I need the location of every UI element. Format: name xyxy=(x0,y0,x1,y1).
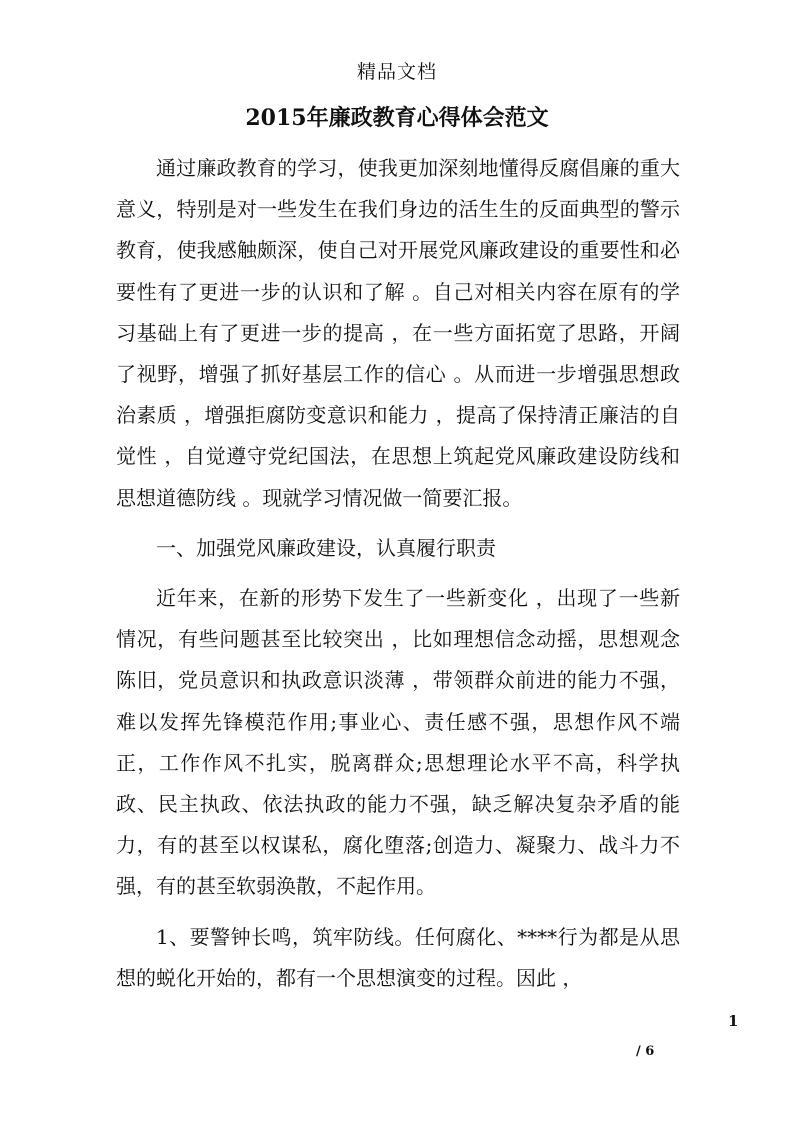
paragraph-section-1: 近年来，在新的形势下发生了一些新变化 ，出现了一些新情况，有些问题甚至比较突出 ，比如理想信念动摇，思想观念陈旧，党员意识和执政意识淡薄 ，带领群众前进的能力不强，难以发挥先锋模范作用;事业心、责任感不强，思想作风不端正，工作作风不扎实，脱离群众;思想理论水平不高，科学执政、民主执政、依法执政的能力不强，缺乏解决复杂矛盾的能力，有的甚至以权谋私，腐化堕落;创造力、凝聚力、战斗力不强，有的甚至软弱涣散，不起作用。 xyxy=(116,586,680,899)
document-body xyxy=(116,148,680,999)
section-heading-1: 一、加强党风廉政建设，认真履行职责 xyxy=(156,535,496,560)
page-number: 1 xyxy=(728,1012,739,1030)
document-title: 2015年廉政教育心得体会范文 xyxy=(245,105,549,131)
page-total: / 6 xyxy=(636,1044,655,1059)
paragraph-point-1: 1、要警钟长鸣，筑牢防线。任何腐化、****行为都是从思想的蜕化开始的，都有一个思想演变的过程。因此 ， xyxy=(116,924,680,990)
document-header: 精品文档 xyxy=(356,61,437,83)
paragraph-intro: 通过廉政教育的学习，使我更加深刻地懂得反腐倡廉的重大意义，特别是对一些发生在我们身边的活生生的反面典型的警示教育，使我感触颇深，使自己对开展党风廉政建设的重要性和必要性有了更进一步的认识和了解 。自己对相关内容在原有的学习基础上有了更进一步的提高 ，在一些方面拓宽了思路，开阔了视野，增强了抓好基层工作的信心 。从而进一步增强思想政治素质 ，增强拒腐防变意识和能力 ，提高了保持清正廉洁的自觉性 ，自觉遵守党纪国法，在思想上筑起党风廉政建设防线和思想道德防线 。现就学习情况做一简要汇报。 xyxy=(116,156,680,510)
